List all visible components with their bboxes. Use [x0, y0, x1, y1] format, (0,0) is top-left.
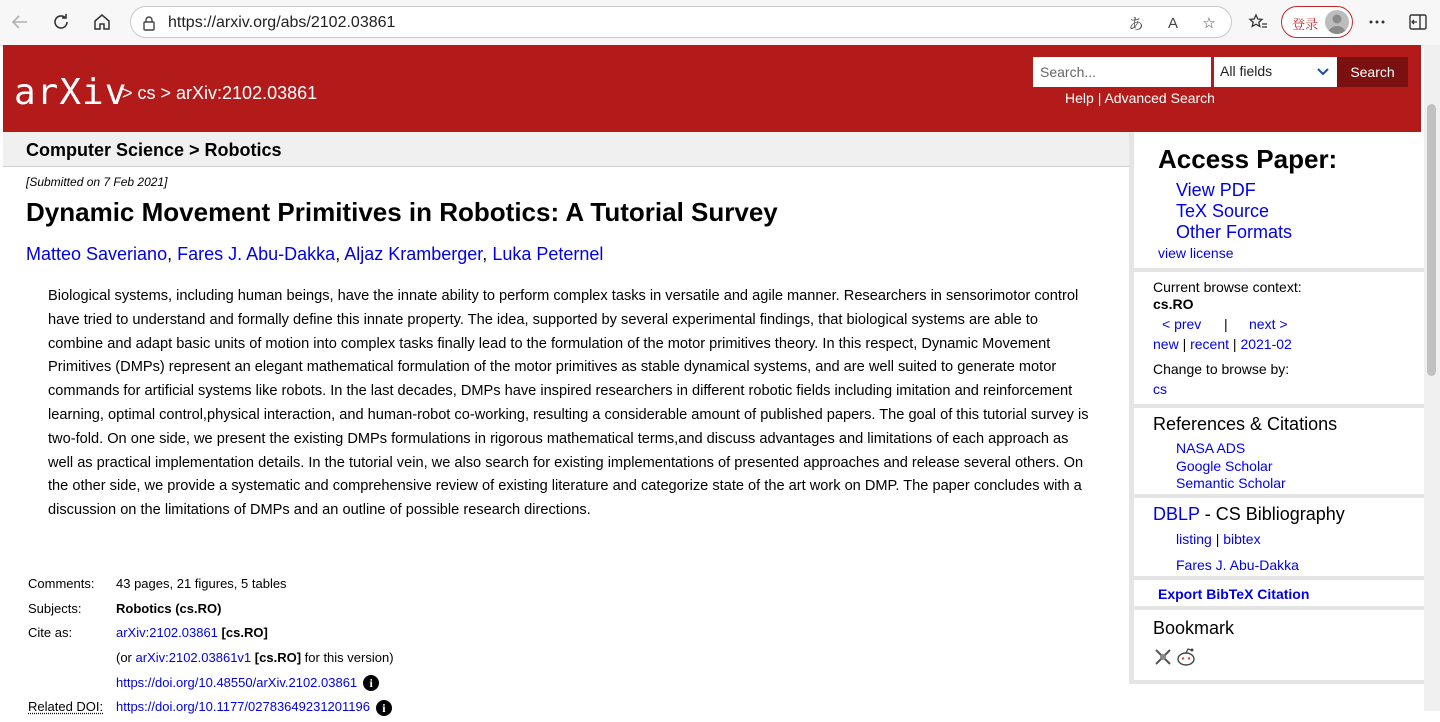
search-field-value: All fields — [1220, 63, 1273, 79]
or-prefix: (or — [116, 650, 132, 666]
subject-header — [3, 132, 1129, 167]
immersive-reader-icon[interactable]: あ — [1128, 15, 1144, 33]
view-pdf-link[interactable]: View PDF — [1176, 180, 1256, 200]
listing-link[interactable]: listing — [1176, 531, 1212, 547]
related-doi-label: Related DOI: — [28, 699, 104, 715]
login-label: 登录 — [1292, 17, 1319, 32]
nasa-ads-link[interactable]: NASA ADS — [1176, 440, 1246, 456]
favorites-icon[interactable] — [1246, 10, 1270, 34]
prev-next-separator: | — [1224, 316, 1228, 332]
header-breadcrumb[interactable]: > cs > arXiv:2102.03861 — [122, 83, 318, 103]
subjects-label: Subjects: — [28, 600, 82, 616]
cite-id-link[interactable]: arXiv:2102.03861 — [116, 625, 218, 641]
favorite-star-icon[interactable]: ☆ — [1202, 15, 1216, 32]
site-header — [3, 45, 1421, 133]
bookmark-section — [1134, 606, 1426, 684]
comments-value: 43 pages, 21 figures, 5 tables — [116, 576, 287, 591]
cite-category: [cs.RO] — [221, 625, 268, 641]
arxiv-logo[interactable]: arXiv — [14, 72, 128, 113]
help-link[interactable]: Help — [1065, 90, 1094, 106]
separator: | — [1182, 336, 1187, 352]
author-link[interactable]: Aljaz Kramberger — [344, 244, 483, 264]
cite-v1-link[interactable]: arXiv:2102.03861v1 — [135, 650, 252, 666]
author-link[interactable]: Matteo Saveriano — [26, 244, 168, 264]
browse-context-section — [1134, 268, 1426, 404]
author-link[interactable]: Luka Peternel — [492, 244, 604, 264]
cite-v1-category: [cs.RO] — [254, 650, 302, 666]
sidebar-toggle-icon[interactable] — [1406, 10, 1430, 34]
info-icon[interactable]: i — [363, 675, 379, 691]
dblp-section — [1134, 494, 1426, 578]
search-button[interactable]: Search — [1337, 57, 1408, 87]
or-suffix: for this version) — [304, 650, 394, 666]
view-license-link[interactable]: view license — [1158, 245, 1234, 261]
reddit-icon[interactable] — [1175, 646, 1197, 673]
dblp-subtitle: - CS Bibliography — [1199, 504, 1345, 524]
author-separator: , — [335, 244, 341, 264]
separator: | — [1215, 531, 1220, 547]
access-paper-heading: Access Paper: — [1158, 144, 1338, 174]
author-list — [26, 244, 603, 265]
refresh-icon[interactable] — [49, 10, 73, 34]
doi-link[interactable]: https://doi.org/10.48550/arXiv.2102.03861 — [116, 674, 358, 690]
sidebar — [1129, 132, 1426, 684]
bookmark-heading: Bookmark — [1153, 618, 1235, 638]
comments-label: Comments: — [28, 576, 95, 591]
tex-source-link[interactable]: TeX Source — [1176, 201, 1270, 221]
help-separator: | — [1097, 90, 1102, 106]
metadata-table — [28, 574, 394, 722]
references-heading: References & Citations — [1153, 414, 1338, 434]
info-icon[interactable]: i — [376, 700, 392, 716]
author-separator: , — [167, 244, 173, 264]
avatar — [1325, 10, 1349, 34]
read-aloud-icon[interactable]: A — [1167, 14, 1178, 32]
abstract: Biological systems, including human beings, have the innate ability to perform complex tasks in versatile and agile manner. Researchers in sensorimotor control have tried to understand and formally define this innate property. The idea, supported by several experimental findings, that biological systems are able to combine and adapt basic units of motion into complex tasks finally lead to the formulation of the motor primitives theory. In this respect, Dynamic Movement Primitives (DMPs) represent an elegant mathematical formulation of the motor primitives as stable dynamical systems, and are well suited to generate motor commands for artificial systems like robots. In the last decades, DMPs have inspired researchers in different robotic fields including imitation and reinforcement learning, optimal control,physical interaction, and human-robot co-working, resulting a considerable amount of published papers. The goal of this tutorial survey is two-fold. On one side, we present the existing DMPs formulations in rigorous mathematical terms,and discuss advantages and limitations of each approach as well as practical implementation details. In the tutorial vein, we also search for existing implementations of presented approaches and release several others. On the other side, we provide a systematic and comprehensive review of existing literature and categorize state of the art work on DMP. The paper concludes with a discussion on the limitations of DMPs and an outline of possible research directions. — [48, 288, 1089, 519]
dblp-link[interactable]: DBLP — [1153, 504, 1200, 524]
more-options-icon[interactable] — [1365, 10, 1389, 34]
scrollbar-thumb[interactable] — [1427, 104, 1436, 376]
google-scholar-link[interactable]: Google Scholar — [1176, 458, 1273, 474]
export-bibtex-link[interactable]: Export BibTeX Citation — [1158, 586, 1310, 602]
separator: | — [1232, 336, 1237, 352]
browse-context-label: Current browse context: — [1153, 279, 1302, 295]
prev-link[interactable]: < prev — [1162, 316, 1202, 332]
chevron-down-icon — [1315, 64, 1331, 85]
author-separator: , — [482, 244, 488, 264]
dblp-author-link[interactable]: Fares J. Abu-Dakka — [1176, 557, 1299, 573]
paper-title: Dynamic Movement Primitives in Robotics: A Tutorial Survey — [26, 197, 778, 227]
home-icon[interactable] — [90, 10, 114, 34]
browse-cs-link[interactable]: cs — [1153, 381, 1167, 397]
search-field-select[interactable] — [1214, 57, 1338, 87]
search-input[interactable] — [1033, 57, 1211, 87]
address-bar[interactable] — [130, 6, 1232, 38]
export-section — [1134, 576, 1426, 608]
back-icon[interactable] — [8, 10, 32, 34]
browser-toolbar — [0, 0, 1440, 46]
new-link[interactable]: new — [1153, 336, 1179, 352]
bibsonomy-icon[interactable] — [1153, 647, 1173, 672]
change-browse-label: Change to browse by: — [1153, 361, 1290, 377]
url-text[interactable]: https://arxiv.org/abs/2102.03861 — [168, 14, 396, 31]
references-section — [1134, 404, 1426, 496]
bibtex-link[interactable]: bibtex — [1223, 531, 1261, 547]
author-link[interactable]: Fares J. Abu-Dakka — [177, 244, 336, 264]
other-formats-link[interactable]: Other Formats — [1176, 222, 1293, 242]
cite-label: Cite as: — [28, 625, 73, 641]
submission-date: [Submitted on 7 Feb 2021] — [26, 175, 168, 189]
subjects-value: Robotics (cs.RO) — [116, 600, 222, 616]
month-link[interactable]: 2021-02 — [1240, 336, 1292, 352]
browse-context-value: cs.RO — [1153, 296, 1194, 312]
recent-link[interactable]: recent — [1190, 336, 1230, 352]
lock-icon[interactable] — [138, 12, 160, 34]
help-links — [1065, 90, 1215, 106]
login-button[interactable] — [1281, 6, 1353, 38]
semantic-scholar-link[interactable]: Semantic Scholar — [1176, 475, 1286, 491]
related-doi-link[interactable]: https://doi.org/10.1177/02783649231201196 — [116, 699, 370, 715]
next-link[interactable]: next > — [1249, 316, 1288, 332]
subject-breadcrumb: Computer Science > Robotics — [26, 140, 282, 160]
advanced-search-link[interactable]: Advanced Search — [1104, 90, 1215, 106]
